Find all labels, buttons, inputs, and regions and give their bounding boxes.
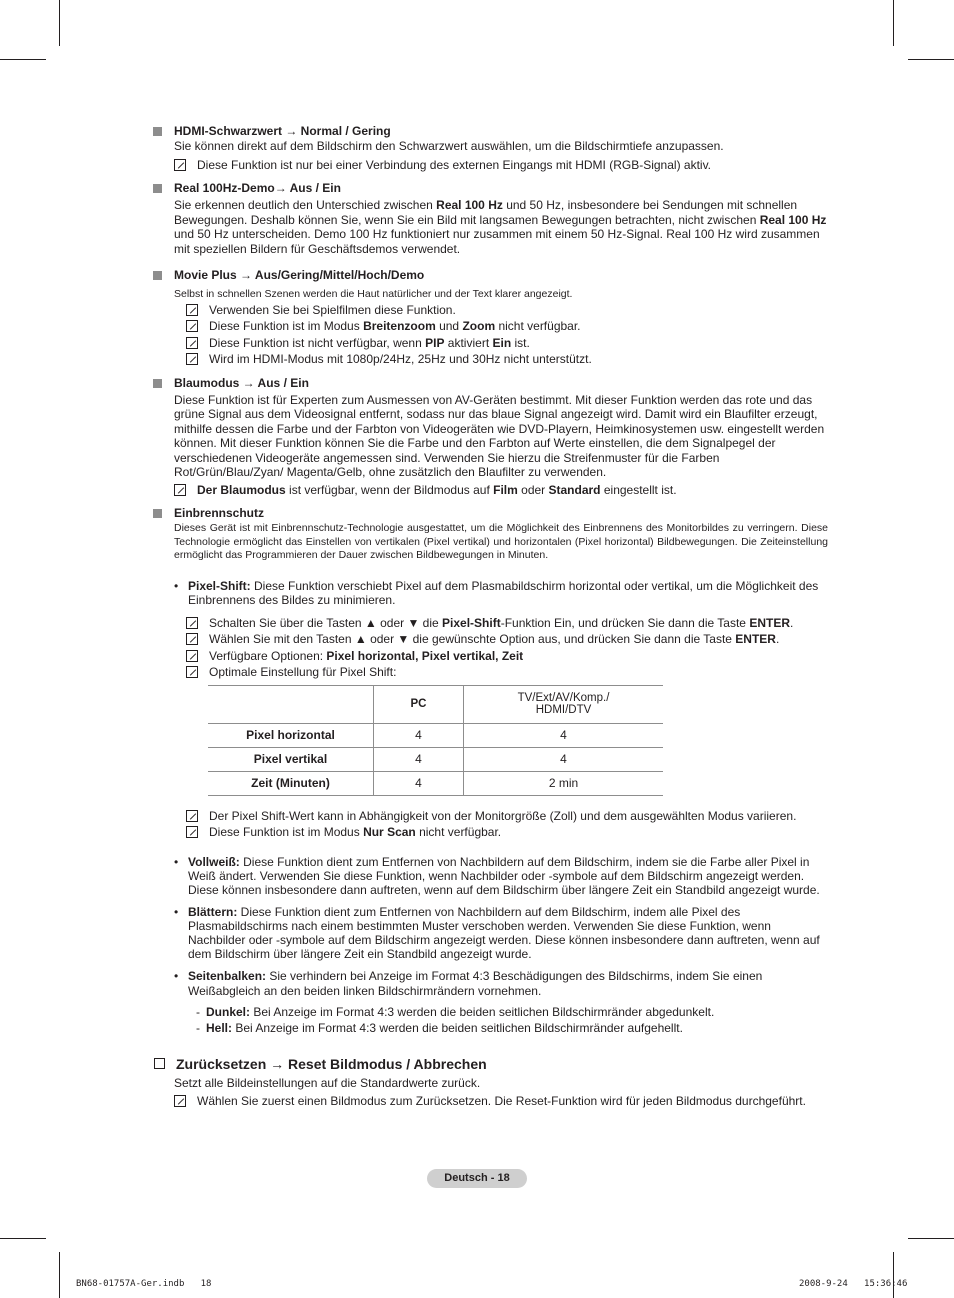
text-bold: Film — [493, 482, 518, 497]
dash-text — [206, 1020, 683, 1037]
text-run: und 50 Hz unterscheiden. Demo 100 Hz funktioniert nur zusammen mit einem 50 Hz-Signal. Real 100 Hz wird zusammen mit speziellen Bildern für Geschäftsdemos verwendet. — [174, 227, 820, 256]
note-text — [209, 648, 523, 665]
dash-item-dunkel — [196, 1004, 828, 1021]
note-icon — [186, 826, 198, 838]
section-reset-header — [152, 1055, 828, 1073]
text-run: Schalten Sie über die Tasten ▲ oder ▼ die — [209, 615, 443, 630]
text-run: nicht verfügbar. — [415, 825, 502, 839]
crop-mark — [908, 1238, 954, 1239]
bullet-seitenbalken — [152, 969, 828, 999]
text-run: Wählen Sie mit den Tasten ▲ oder ▼ die gewünschte Option aus, und drücken Sie dann die Taste — [209, 632, 736, 646]
note-text — [209, 615, 793, 632]
square-bullet-icon — [153, 379, 162, 388]
text-run: und 50 Hz, insbesondere bei Sendungen mit schnellen Bewegungen. Deshalb können Sie, wenn Sie ein Bild mit langsamen Bewegungen betrachten, nicht zwischen — [174, 198, 798, 227]
bullet-text — [188, 969, 828, 999]
text-bold: Der Blaumodus — [197, 482, 286, 497]
row-label: Pixel vertikal — [208, 747, 374, 771]
note-text — [197, 482, 677, 499]
note-text — [209, 318, 581, 335]
text-bold: Zoom — [462, 319, 496, 333]
header-line: HDMI/DTV — [535, 704, 592, 716]
crop-mark — [908, 59, 954, 60]
print-timestamp: 2008-9-24 15:36:46 — [799, 1279, 908, 1289]
section-blaumodus — [152, 376, 828, 499]
bullet-text — [188, 905, 828, 961]
text-run: nicht verfügbar. — [495, 319, 581, 333]
table-header-row — [208, 685, 663, 723]
square-bullet-icon — [153, 184, 162, 193]
table-row — [208, 747, 663, 771]
square-bullet-icon — [153, 271, 162, 280]
section-title: HDMI-Schwarzwert → Normal / Gering — [174, 124, 391, 138]
section-real-100hz — [152, 181, 828, 256]
file-info: BN68-01757A-Ger.indb 18 — [76, 1279, 212, 1289]
note-icon — [186, 666, 198, 678]
text-run: Sie verhindern bei Anzeige im Format 4:3 Beschädigungen des Bildschirms, indem Sie einen Weißabgleich an den beiden linken Bildschirmrändern vornehmen. — [188, 968, 763, 998]
text-run: Diese Funktion ist im Modus — [209, 319, 364, 333]
text-run: . — [775, 632, 780, 646]
cell-tv: 4 — [464, 723, 664, 747]
note — [186, 808, 828, 825]
cell-pc: 4 — [374, 747, 464, 771]
note — [186, 335, 828, 352]
text-bold: Real 100 Hz — [759, 212, 827, 227]
table-row — [208, 771, 663, 795]
section-title: Einbrennschutz — [174, 506, 265, 520]
note — [174, 482, 828, 499]
bullet-dot: • — [174, 578, 179, 593]
bullet-label: Seitenbalken: — [188, 968, 267, 983]
note — [186, 631, 828, 648]
table-header-cell: PC — [374, 685, 464, 723]
note — [186, 824, 828, 841]
text-bold: PIP — [425, 335, 445, 350]
note-text: Wählen Sie zuerst einen Bildmodus zum Zurücksetzen. Die Reset-Funktion wird für jeden Bildmodus durchgeführt. — [197, 1094, 806, 1108]
dash-mark: - — [196, 1021, 200, 1035]
table-header-cell — [464, 685, 664, 723]
text-bold: Hell: — [206, 1021, 233, 1035]
text-run: -Funktion Ein, und drücken Sie dann die Taste — [500, 615, 750, 630]
text-bold: ENTER — [735, 632, 776, 646]
cell-pc: 4 — [374, 771, 464, 795]
text-run: ist verfügbar, wenn der Bildmodus auf — [285, 482, 494, 497]
note-icon — [186, 353, 198, 365]
section-title: Movie Plus → Aus/Gering/Mittel/Hoch/Demo — [174, 268, 425, 282]
section-text: Sie können direkt auf dem Bildschirm den Schwarzwert auswählen, um die Bildschirmtiefe anzupassen. — [174, 139, 724, 153]
section-hdmi-schwarzwert — [152, 124, 828, 173]
text-bold: Standard — [548, 482, 601, 497]
checkbox-bullet-icon — [154, 1058, 165, 1069]
text-bold: Dunkel: — [206, 1004, 251, 1019]
bullet-vollweiss — [152, 855, 828, 897]
cell-tv: 4 — [464, 747, 664, 771]
text-bold: Pixel horizontal, Pixel vertikal, Zeit — [326, 648, 524, 663]
section-einbrennschutz — [152, 506, 828, 563]
text-run: und — [435, 319, 463, 333]
dash-text — [206, 1004, 714, 1021]
note-text — [209, 631, 779, 648]
note — [186, 664, 828, 681]
note-text: Diese Funktion ist nur bei einer Verbindung des externen Eingangs mit HDMI (RGB-Signal) aktiv. — [197, 157, 712, 172]
text-run: Bei Anzeige im Format 4:3 werden die beiden seitlichen Bildschirmränder abgedunkelt. — [250, 1004, 715, 1019]
text-bold: ENTER — [749, 615, 790, 630]
note-icon — [186, 650, 198, 662]
bullet-text — [188, 579, 828, 607]
text-run: eingestellt ist. — [600, 482, 677, 497]
note — [186, 615, 828, 632]
note-icon — [186, 633, 198, 645]
bullet-label: Vollweiß: — [188, 854, 240, 869]
bullet-blaettern — [152, 905, 828, 961]
note-text: Der Pixel Shift-Wert kann in Abhängigkeit von der Monitorgröße (Zoll) und dem ausgewählten Modus variieren. — [209, 808, 797, 823]
table-row — [208, 723, 663, 747]
text-run: Diese Funktion verschiebt Pixel auf dem Plasmabildschirm horizontal oder vertikal, um die Möglichkeit des Einbrennens des Bildes zu minimieren. — [188, 578, 819, 607]
header-line: TV/Ext/AV/Komp./ — [517, 692, 610, 704]
text-bold: Breitenzoom — [363, 319, 436, 333]
note-icon — [174, 1095, 186, 1107]
text-run: ist. — [511, 335, 530, 350]
cell-pc: 4 — [374, 723, 464, 747]
text-run: aktiviert — [444, 335, 493, 350]
note-text: Verwenden Sie bei Spielfilmen diese Funktion. — [209, 302, 456, 317]
page-number-badge: Deutsch - 18 — [427, 1169, 527, 1188]
crop-mark — [59, 0, 60, 46]
section-text: Dieses Gerät ist mit Einbrennschutz-Technologie ausgestattet, um die Möglichkeit des Einbrennens des Monitorbildes zu verringern. Diese Technologie ermöglicht das Einstellen von vertikalen (Pixel vertikal) und horizontalen (Pixel horizontal) Bildbewegungen. Die Zeiteinstellung ermöglicht das Programmieren der Dauer zwischen Bildbewegungen in Minuten. — [174, 522, 828, 561]
note-text: Optimale Einstellung für Pixel Shift: — [209, 665, 397, 679]
crop-mark — [893, 0, 894, 46]
note-icon — [186, 337, 198, 349]
bullet-label: Pixel-Shift: — [188, 578, 251, 593]
section-title: Real 100Hz-Demo→ Aus / Ein — [174, 181, 341, 195]
note-text: Wird im HDMI-Modus mit 1080p/24Hz, 25Hz und 30Hz nicht unterstützt. — [209, 352, 592, 366]
crop-mark — [893, 1252, 894, 1298]
text-run: Diese Funktion dient zum Entfernen von Nachbildern auf dem Bildschirm, indem sie die Farbe aller Pixel in Weiß ändert. Verwenden Sie diese Funktion, wenn Nachbilder oder -symbole auf dem Bildschirm angezeigt werden. Diese können insbesondere dann auftreten, wenn auf dem Bildschirm über längere Zeit ein Standbild angezeigt wurde. — [188, 854, 820, 897]
page-content — [152, 124, 828, 1110]
text-run: Bei Anzeige im Format 4:3 werden die beiden seitlichen Bildschirmränder aufgehellt. — [232, 1021, 683, 1035]
note-icon — [186, 810, 198, 822]
text-bold: Ein — [492, 335, 512, 350]
note-icon — [174, 159, 186, 171]
note — [174, 1093, 828, 1110]
square-bullet-icon — [153, 509, 162, 518]
row-label: Pixel horizontal — [208, 723, 374, 747]
bullet-dot: • — [174, 968, 179, 983]
note-icon — [186, 320, 198, 332]
note — [186, 302, 828, 319]
section-text: Selbst in schnellen Szenen werden die Haut natürlicher und der Text klarer angezeigt. — [174, 288, 573, 300]
section-text: Diese Funktion ist für Experten zum Ausmessen von AV-Geräten bestimmt. Mit dieser Funktion werden das rote und das grüne Signal aus dem Videosignal entfernt, sodass nur das blaue Signal angezeigt wird. Damit wird ein Blaufilter erzeugt, mithilfe dessen die Farbe und der Farbton von Videogeräten wie DVD-Playern, Heimkinosystemen usw. eingestellt werden können. Mit dieser Funktion können Sie die Farbe und den Farbton auf Werte einstellen, die dem Signalpegel der verschiedenen Videogeräte angemessen sind. Verwenden Sie hierzu die Streifenmuster für die Farben Rot/Grün/Blau/Zyan/ Magenta/Gelb, ohne zusätzlich den Blaufilter zu verwenden. — [174, 392, 825, 479]
text-run: . — [789, 615, 794, 630]
section-text — [174, 198, 828, 256]
text-run: Diese Funktion ist im Modus — [209, 825, 364, 839]
pixel-shift-table — [208, 685, 663, 796]
dash-mark: - — [196, 1004, 200, 1019]
crop-mark — [0, 59, 46, 60]
note — [186, 648, 828, 665]
text-bold: Nur Scan — [363, 825, 416, 839]
note — [186, 351, 828, 368]
note-text — [209, 335, 530, 352]
bullet-dot: • — [174, 904, 179, 919]
section-movie-plus — [152, 268, 828, 368]
crop-mark — [0, 1238, 46, 1239]
text-run: Diese Funktion dient zum Entfernen von Nachbildern auf dem Bildschirm, indem alle Pixel des Plasmabildschirms nach einem bestimmten Muster verschoben werden. Verwenden Sie diese Funktion, wenn Nachbilder oder -symbole auf dem Bildschirm angezeigt werden. Diese können insbesondere dann auftreten, wenn auf dem Bildschirm über längere Zeit ein Standbild angezeigt wurde. — [188, 904, 820, 961]
text-run: Diese Funktion ist nicht verfügbar, wenn — [209, 335, 426, 350]
note — [186, 318, 828, 335]
square-bullet-icon — [153, 127, 162, 136]
row-label: Zeit (Minuten) — [208, 771, 374, 795]
text-bold: Pixel-Shift — [442, 615, 501, 630]
note-icon — [186, 304, 198, 316]
text-run: Sie erkennen deutlich den Unterschied zwischen — [174, 198, 437, 212]
section-text: Setzt alle Bildeinstellungen auf die Standardwerte zurück. — [174, 1075, 481, 1090]
note-icon — [174, 484, 186, 496]
table-header-cell — [208, 685, 374, 723]
crop-mark — [59, 1252, 60, 1298]
text-run: Verfügbare Optionen: — [209, 648, 327, 663]
bullet-dot: • — [174, 854, 179, 869]
bullet-pixel-shift — [152, 579, 828, 607]
section-title: Blaumodus → Aus / Ein — [174, 375, 309, 390]
note — [174, 157, 828, 174]
text-run: oder — [517, 482, 549, 497]
text-bold: Real 100 Hz — [436, 198, 503, 212]
note-icon — [186, 617, 198, 629]
bullet-text — [188, 855, 828, 897]
bullet-label: Blättern: — [188, 904, 238, 919]
section-title: Zurücksetzen → Reset Bildmodus / Abbrechen — [176, 1055, 487, 1072]
cell-tv: 2 min — [464, 771, 664, 795]
note-text — [209, 824, 501, 841]
dash-item-hell — [196, 1020, 828, 1037]
